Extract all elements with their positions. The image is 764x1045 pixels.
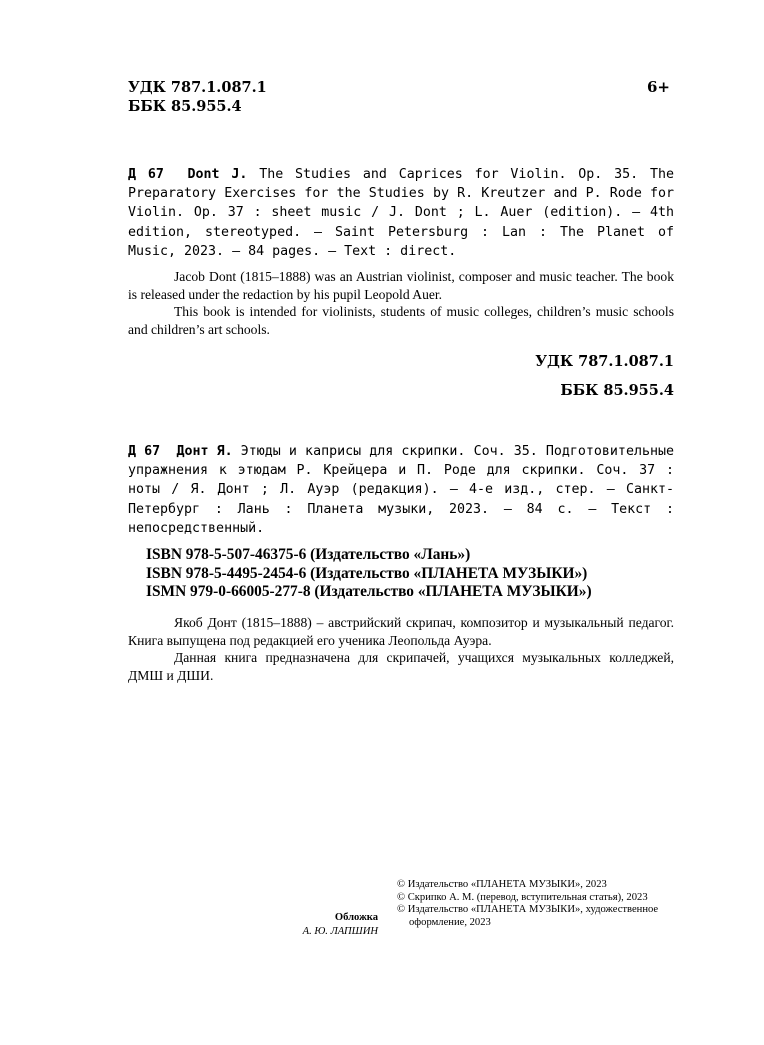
identifier-list [146, 546, 592, 602]
english-annotation-p2: This book is intended for violinists, students of music colleges, children’s music schools and children’s art schools. [128, 304, 674, 337]
isbn-lan: ISBN 978-5-507-46375-6 (Издательство «Лань») [146, 546, 471, 563]
copyright-line-3: © Издательство «ПЛАНЕТА МУЗЫКИ», художественное оформление, 2023 [397, 904, 659, 928]
header-bbk: ББК 85.955.4 [128, 98, 242, 115]
copyright-line-2: © Скрипко А. М. (перевод, вступительная статья), 2023 [397, 891, 648, 903]
russian-entry-author: Донт Я. [176, 444, 233, 459]
ismn-planeta: ISMN 979-0-66005-277-8 (Издательство «ПЛАНЕТА МУЗЫКИ») [146, 583, 592, 601]
english-entry-author: Dont J. [187, 167, 248, 182]
copyright-line-1: © Издательство «ПЛАНЕТА МУЗЫКИ», 2023 [397, 879, 607, 890]
header-classification [128, 78, 267, 116]
english-entry-code: Д 67 [128, 167, 164, 182]
russian-annotation [128, 614, 674, 684]
russian-annotation-p2: Данная книга предназначена для скрипачей, учащихся музыкальных колледжей, ДМШ и ДШИ. [128, 650, 674, 683]
classification-udk: УДК 787.1.087.1 [535, 353, 674, 370]
russian-entry-code: Д 67 [128, 444, 161, 459]
header-udk: УДК 787.1.087.1 [128, 79, 267, 96]
english-entry-text: The Studies and Caprices for Violin. Op. 35. The Preparatory Exercises for the Studies by R. Kreutzer and P. Rode for Violin. Op. 37 : sheet music / J. Dont ; L. Auer (edition). — 4th edition, stereotyped. — Saint Petersburg : Lan : The Planet of Music, 2023. — 84 pages. — Text : direct. [128, 167, 674, 259]
english-bibliographic-entry [128, 165, 674, 261]
cover-designer: А. Ю. ЛАПШИН [302, 926, 378, 937]
cover-label: Обложка [334, 912, 378, 923]
russian-annotation-p1: Якоб Донт (1815–1888) – австрийский скрипач, композитор и музыкальный педагог. Книга выпущена под редакцией его ученика Леопольда Ауэра. [128, 615, 674, 648]
classification-bbk: ББК 85.955.4 [560, 382, 674, 399]
isbn-planeta: ISBN 978-5-4495-2454-6 (Издательство «ПЛАНЕТА МУЗЫКИ») [146, 564, 588, 582]
copyright-notices [397, 879, 687, 929]
russian-bibliographic-entry [128, 442, 674, 538]
cover-credit [290, 911, 378, 939]
english-annotation [128, 268, 674, 338]
english-annotation-p1: Jacob Dont (1815–1888) was an Austrian violinist, composer and music teacher. The book is released under the redaction by his pupil Leopold Auer. [128, 269, 674, 302]
russian-entry-text: Этюды и каприсы для скрипки. Соч. 35. Подготовительные упражнения к этюдам Р. Крейцера и П. Роде для скрипки. Соч. 37 : ноты / Я. Донт ; Л. Ауэр (редакция). — 4-е изд., стер. — Санкт-Петербург : Лань : Планета музыки, 2023. — 84 с. — Текст : непосредственный. [128, 444, 674, 536]
age-rating: 6+ [647, 78, 671, 96]
